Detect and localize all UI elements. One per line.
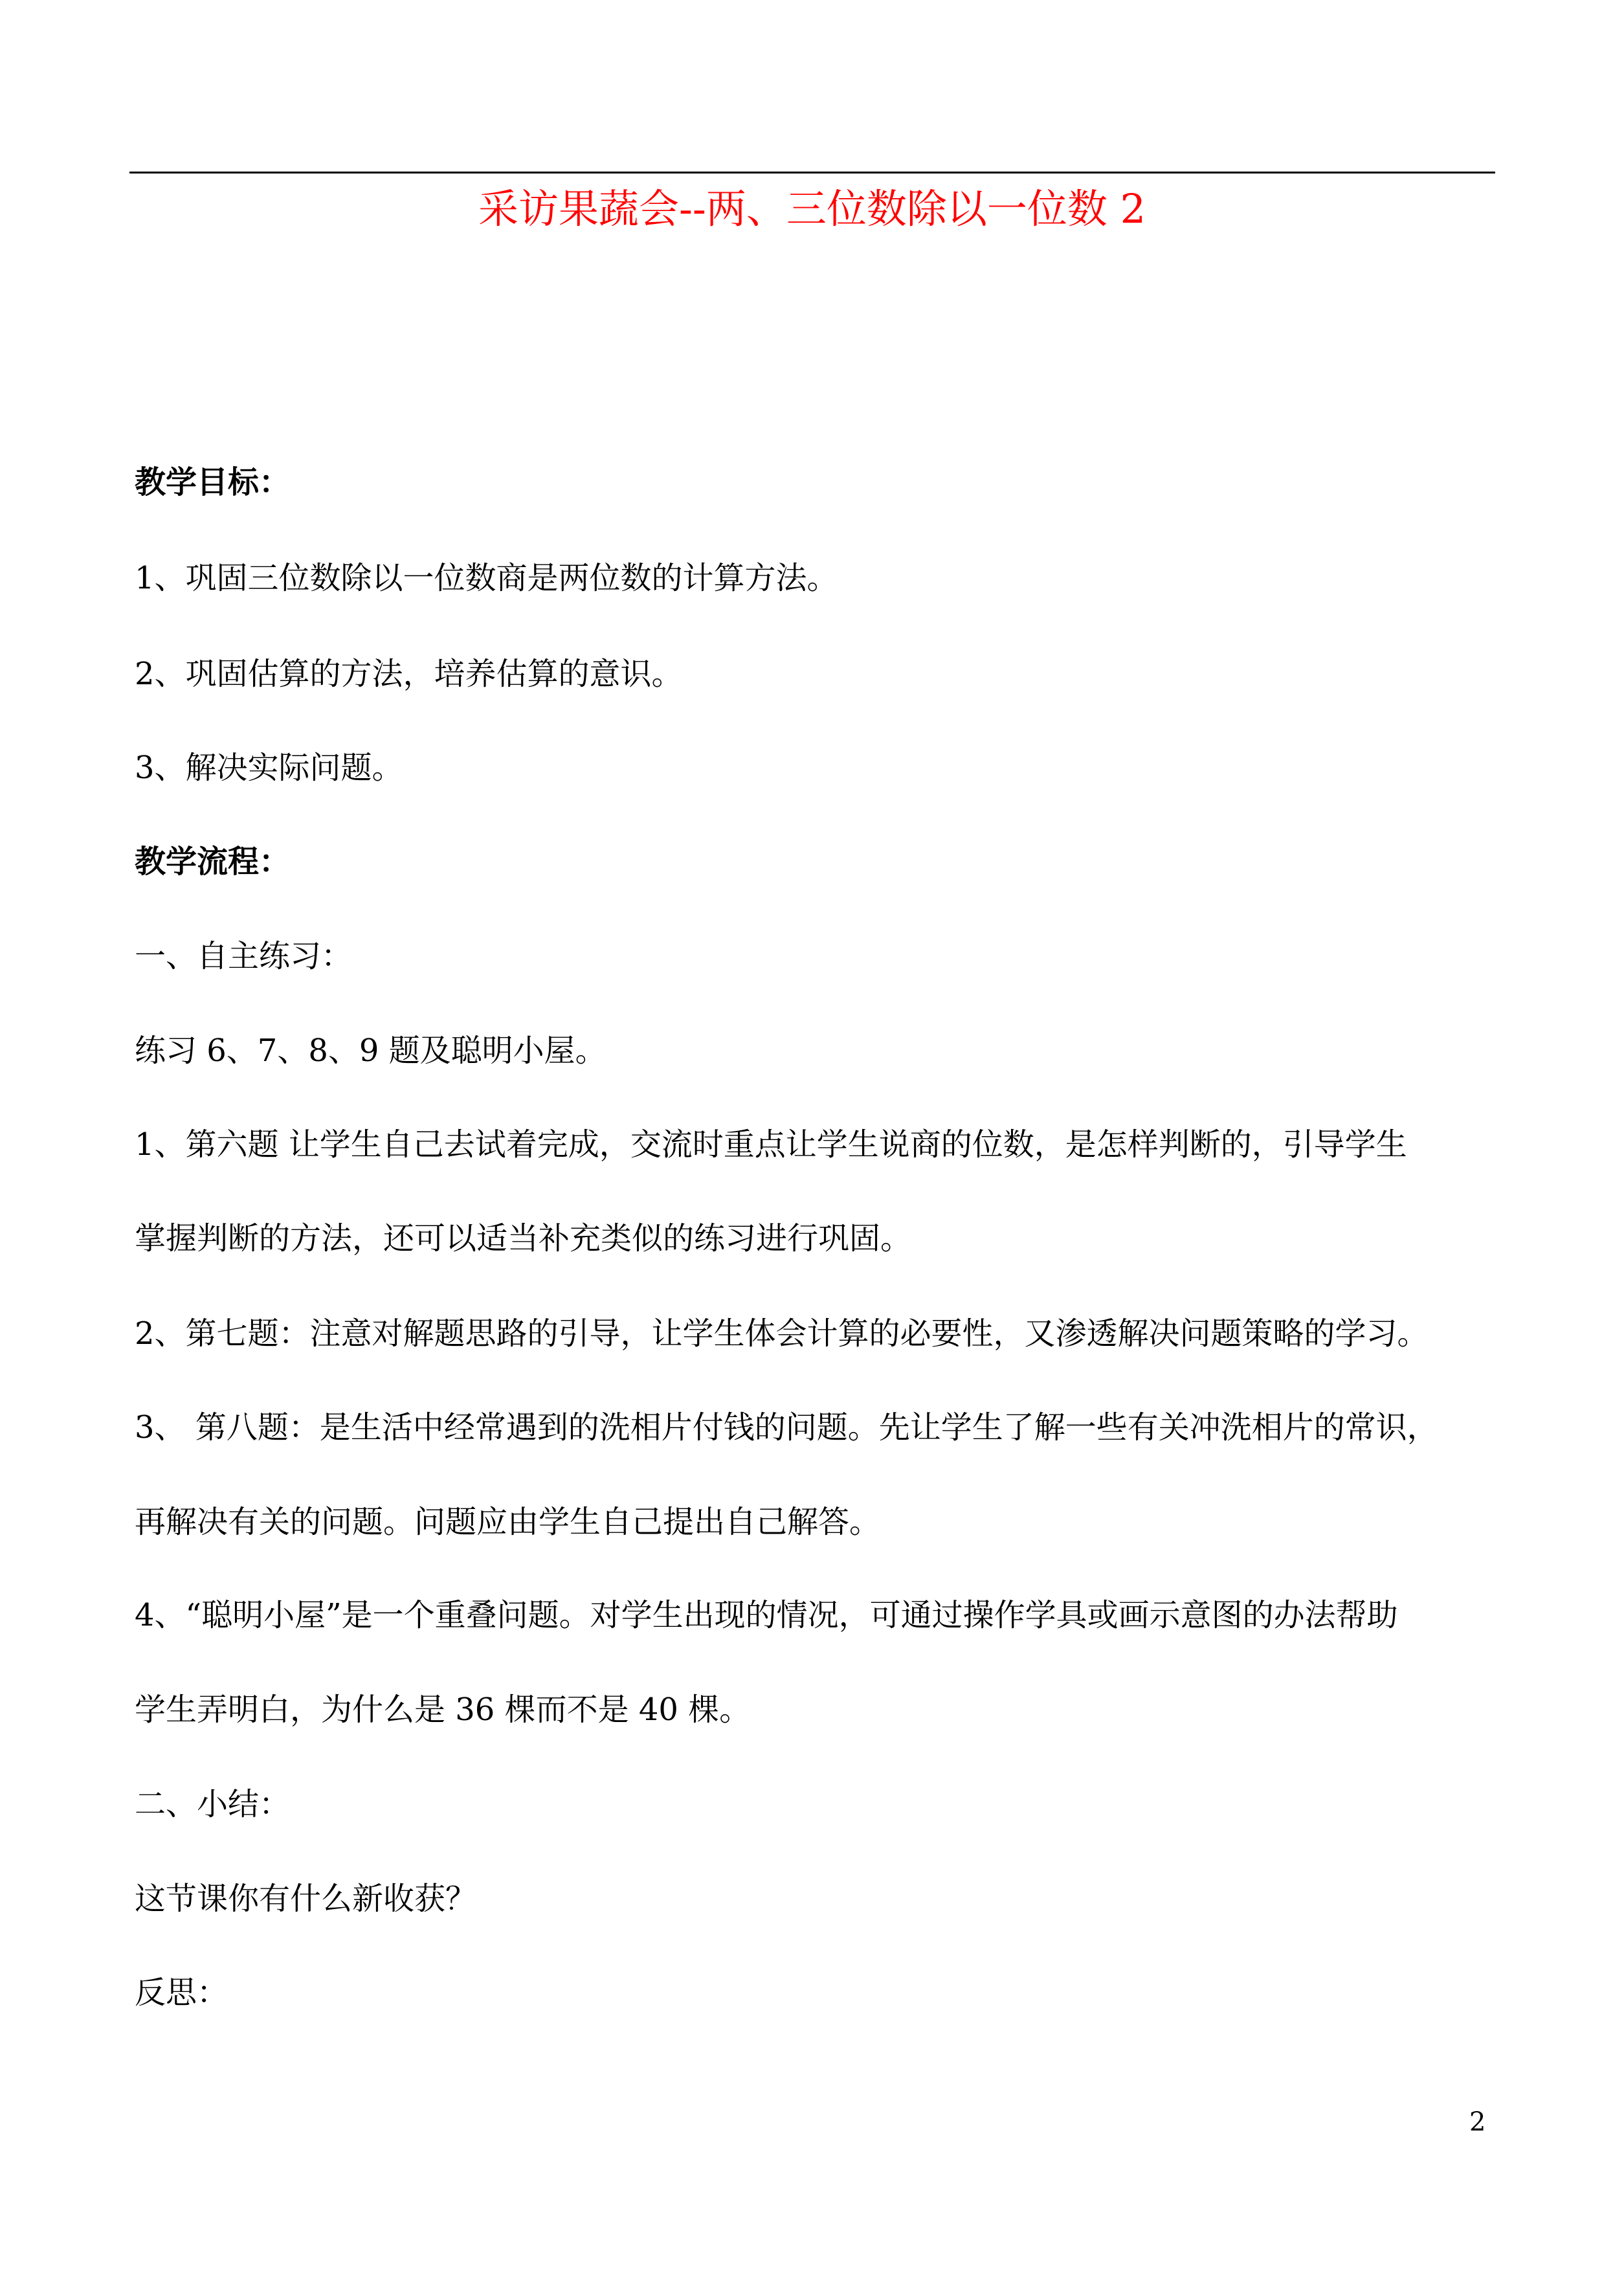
process-heading-summary: 二、小结： — [135, 1786, 291, 1822]
practice-intro: 练习 6、7、8、9 题及聪明小屋。 — [135, 1033, 606, 1069]
header-rule — [129, 172, 1495, 173]
goal-item-3: 3、解决实际问题。 — [135, 750, 403, 786]
section-heading-teaching-process: 教学流程： — [135, 844, 291, 880]
goal-item-1: 1、巩固三位数除以一位数商是两位数的计算方法。 — [135, 560, 838, 596]
practice-item-4: 4、“聪明小屋”是一个重叠问题。对学生出现的情况，可通过操作学具或画示意图的办法帮助 — [135, 1597, 1398, 1633]
section-heading-teaching-goals: 教学目标： — [135, 464, 291, 500]
practice-item-3: 3、 第八题：是生活中经常遇到的洗相片付钱的问题。先让学生了解一些有关冲洗相片的常识， — [135, 1409, 1438, 1446]
practice-item-1: 1、第六题 让学生自己去试着完成，交流时重点让学生说商的位数，是怎样判断的，引导学生 — [135, 1126, 1407, 1163]
practice-item-2: 2、第七题：注意对解题思路的引导，让学生体会计算的必要性，又渗透解决问题策略的学习。 — [135, 1315, 1429, 1352]
document-title: 采访果蔬会--两、三位数除以一位数 2 — [478, 185, 1146, 232]
practice-item-4-cont: 学生弄明白，为什么是 36 棵而不是 40 棵。 — [135, 1692, 751, 1728]
practice-item-1-cont: 掌握判断的方法，还可以适当补充类似的练习进行巩固。 — [135, 1220, 912, 1257]
summary-question: 这节课你有什么新收获？ — [135, 1881, 477, 1917]
goal-item-2: 2、巩固估算的方法，培养估算的意识。 — [135, 656, 683, 692]
page-number: 2 — [1469, 2107, 1486, 2137]
reflection-heading: 反思： — [135, 1974, 228, 2011]
practice-item-3-cont: 再解决有关的问题。问题应由学生自己提出自己解答。 — [135, 1504, 881, 1540]
process-heading-self-practice: 一、自主练习： — [135, 938, 353, 974]
